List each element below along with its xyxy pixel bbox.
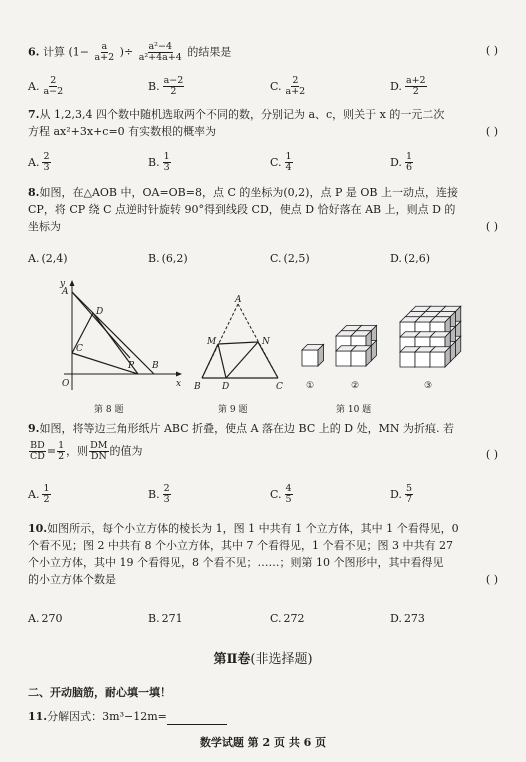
options-q6 [28, 76, 498, 100]
question-6 [28, 42, 498, 63]
part-heading: 二、开动脑筋，耐心填一填！ [28, 686, 171, 699]
numerator: a [101, 41, 108, 52]
question-text: 如图，在△AOB 中，OA=OB=8，点 C 的坐标为(0,2)，点 P 是 OB 上一动点，连接 [39, 186, 458, 199]
fraction [89, 441, 108, 462]
numerator: 2 [292, 75, 299, 86]
option-text: 272 [283, 612, 305, 625]
small-cube [302, 344, 324, 366]
question-10 [28, 520, 498, 588]
numerator: DM [90, 440, 108, 451]
option-label: D. [390, 612, 402, 625]
section-title-sub: (非选择题) [250, 652, 313, 667]
option-label: B. [148, 156, 160, 169]
question-number: 6. [28, 45, 40, 59]
fraction [405, 76, 427, 97]
answer-paren: ( ) [485, 573, 498, 586]
options-q7 [28, 152, 498, 176]
question-8 [28, 184, 498, 235]
small-cube [430, 347, 450, 367]
numerator: 1 [58, 440, 65, 451]
numerator: 1 [285, 151, 292, 162]
option-label: C. [270, 252, 282, 265]
fraction [138, 42, 183, 63]
denominator: 5 [285, 494, 292, 505]
option-text: (2,4) [41, 252, 68, 265]
figure-label-3: ③ [424, 381, 433, 391]
fraction [163, 484, 171, 505]
section-title [0, 648, 526, 667]
option-label: C. [270, 156, 282, 169]
option-label: A. [28, 80, 40, 93]
option-label: B. [148, 80, 160, 93]
numerator: 2 [50, 75, 57, 86]
figure-8 [58, 278, 188, 398]
option-d[interactable] [390, 152, 414, 173]
numerator: 1 [163, 151, 170, 162]
denominator: 7 [405, 494, 412, 505]
answer-paren: ( ) [485, 448, 498, 461]
numerator: 2 [43, 151, 50, 162]
option-d[interactable] [390, 76, 428, 97]
label-c: C [276, 382, 283, 392]
segment-ab [72, 292, 154, 374]
question-text: ，则 [66, 444, 89, 458]
question-text: 的结果是 [187, 45, 232, 59]
label-a: A [62, 287, 69, 297]
question-text: 计算 [42, 45, 65, 59]
denominator: CD [30, 451, 45, 462]
numerator: BD [30, 440, 45, 451]
label-d: D [96, 307, 104, 317]
question-number: 8. [28, 186, 40, 199]
label-d: D [222, 382, 230, 392]
question-9 [28, 420, 498, 462]
option-a[interactable] [28, 152, 52, 173]
option-b[interactable] [148, 484, 172, 505]
option-c[interactable] [270, 484, 294, 505]
fraction [163, 76, 185, 97]
option-label: B. [148, 612, 160, 625]
question-text: 坐标为 [28, 220, 61, 233]
options-q8 [28, 252, 498, 276]
label-b: B [194, 382, 201, 392]
option-a[interactable] [28, 612, 62, 625]
figure-9 [190, 294, 292, 394]
small-cube [351, 346, 371, 366]
option-label: A. [28, 156, 40, 169]
denominator: 3 [163, 162, 170, 173]
option-text: 273 [403, 612, 425, 625]
answer-paren: ( ) [485, 125, 498, 138]
denominator: 6 [405, 162, 412, 173]
label-o: O [62, 379, 70, 389]
option-text: (6,2) [161, 252, 188, 265]
numerator: a²−4 [148, 41, 172, 52]
denominator: 3 [163, 494, 170, 505]
option-label: C. [270, 612, 282, 625]
denominator: 2 [412, 86, 419, 97]
cube-group [302, 306, 461, 367]
option-c[interactable] [270, 612, 305, 625]
option-c[interactable] [270, 76, 307, 97]
numerator: a+2 [405, 75, 426, 86]
option-label: C. [270, 488, 282, 501]
answer-paren: ( ) [485, 44, 498, 57]
section-title-main: 第Ⅱ卷 [213, 652, 251, 667]
denominator: a²+4a+4 [138, 52, 182, 63]
fraction [42, 152, 50, 173]
label-c: C [76, 344, 83, 354]
math-text: )÷ [119, 45, 134, 59]
fraction [405, 152, 413, 173]
option-label: B. [148, 252, 160, 265]
denominator: a+2 [94, 52, 115, 63]
numerator: 2 [163, 483, 170, 494]
side-cn [258, 342, 278, 378]
option-a[interactable] [28, 252, 68, 265]
question-number: 11. [28, 710, 48, 723]
label-y: y [60, 279, 66, 289]
question-number: 10. [28, 522, 48, 535]
option-b[interactable] [148, 612, 183, 625]
option-label: C. [270, 80, 282, 93]
question-text: 个看不见；图 2 中共有 8 个小立方体，其中 7 个看得见，1 个看不见；图 3 中共有 27 [28, 539, 453, 552]
fraction [163, 152, 171, 173]
figure-label-2: ② [351, 381, 360, 391]
option-label: D. [390, 156, 402, 169]
denominator: 4 [285, 162, 292, 173]
denominator: 2 [43, 494, 50, 505]
numerator: 4 [285, 483, 292, 494]
math-text: = [46, 444, 57, 458]
option-d[interactable] [390, 252, 430, 265]
figure-10-caption: 第 10 题 [336, 405, 372, 415]
segment-md [218, 344, 226, 378]
numerator: 1 [43, 483, 50, 494]
question-number: 7. [28, 108, 40, 121]
denominator: a+2 [285, 86, 306, 97]
label-a: A [235, 295, 242, 305]
option-text: (2,6) [403, 252, 431, 265]
option-text: (2,5) [283, 252, 310, 265]
label-b: B [152, 361, 159, 371]
question-11 [28, 708, 498, 725]
question-text: CP，将 CP 绕 C 点逆时针旋转 90°得到线段 CD，使点 D 恰好落在 AB 上，则点 D 的 [28, 203, 456, 216]
fraction [94, 42, 116, 63]
label-m: M [207, 337, 217, 347]
fraction [57, 441, 65, 462]
question-text: 的小立方体个数是 [28, 573, 116, 586]
fraction [42, 484, 50, 505]
figure-10 [296, 300, 476, 394]
option-text: 270 [41, 612, 63, 625]
denominator: 2 [170, 86, 177, 97]
options-q9 [28, 484, 498, 508]
denominator: 3 [43, 162, 50, 173]
option-label: B. [148, 488, 160, 501]
numerator: 5 [405, 483, 412, 494]
option-d[interactable] [390, 612, 425, 625]
figure-label-1: ① [306, 381, 315, 391]
x-axis-arrow [176, 372, 182, 377]
options-q10 [28, 612, 498, 636]
fraction [285, 484, 293, 505]
option-c[interactable] [270, 252, 310, 265]
question-text: 的值为 [109, 444, 143, 458]
option-c[interactable] [270, 152, 294, 173]
option-b[interactable] [148, 76, 185, 97]
label-p: P [128, 361, 135, 371]
question-text: 如图，将等边三角形纸片 ABC 折叠，使点 A 落在边 BC 上的 D 处，MN 为折痕. 若 [39, 422, 454, 435]
option-label: D. [390, 80, 402, 93]
numerator: a−2 [163, 75, 184, 86]
y-axis-arrow [70, 280, 75, 286]
label-x: x [176, 379, 182, 389]
denominator: DN [90, 451, 107, 462]
label-n: N [262, 337, 270, 347]
option-b[interactable] [148, 252, 188, 265]
option-b[interactable] [148, 152, 172, 173]
option-a[interactable] [28, 76, 65, 97]
answer-paren: ( ) [485, 220, 498, 233]
page-footer: 数学试题 第 2 页 共 6 页 [199, 736, 327, 749]
answer-blank[interactable] [167, 712, 227, 725]
fraction [405, 484, 413, 505]
denominator: 2 [58, 451, 65, 462]
fold-mn [218, 342, 258, 344]
option-a[interactable] [28, 484, 52, 505]
option-text: 271 [161, 612, 183, 625]
option-label: A. [28, 612, 40, 625]
figure-8-caption: 第 8 题 [94, 405, 124, 415]
fraction [42, 76, 64, 97]
option-label: D. [390, 252, 402, 265]
numerator: 1 [405, 151, 412, 162]
option-label: D. [390, 488, 402, 501]
question-text: 如图所示，每个小立方体的棱长为 1，图 1 中共有 1 个立方体，其中 1 个看得见，0 [47, 522, 459, 535]
math-text: (1− [68, 45, 89, 59]
option-label: A. [28, 488, 40, 501]
option-label: A. [28, 252, 40, 265]
segment-nd [226, 342, 258, 378]
denominator: a−2 [43, 86, 64, 97]
question-text: 从 1,2,3,4 四个数中随机选取两个不同的数，分别记为 a、c，则关于 x 的一元二次 [39, 108, 445, 121]
fraction [285, 152, 293, 173]
option-d[interactable] [390, 484, 414, 505]
fraction [29, 441, 46, 462]
side-bm [202, 344, 218, 378]
question-text: 分解因式：3m³−12m= [47, 710, 167, 723]
question-text: 方程 ax²+3x+c=0 有实数根的概率为 [28, 125, 217, 138]
question-7 [28, 106, 498, 140]
figure-9-caption: 第 9 题 [218, 405, 248, 415]
question-number: 9. [28, 422, 40, 435]
question-text: 个小立方体，其中 19 个看得见，8 个看不见；……；则第 10 个图形中，其中看得见 [28, 556, 444, 569]
fraction [285, 76, 307, 97]
